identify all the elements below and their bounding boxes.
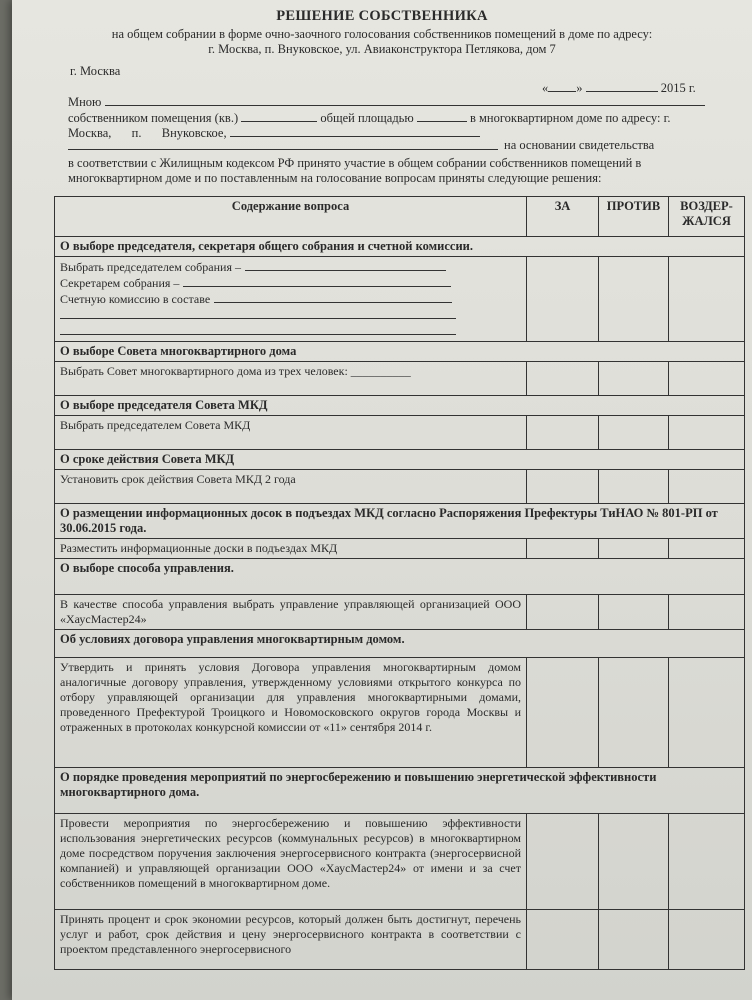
vote-against-cell[interactable] — [599, 362, 669, 396]
section-row — [55, 630, 745, 658]
section-row — [55, 237, 745, 257]
vote-against-cell[interactable] — [599, 910, 669, 970]
header-for: ЗА — [527, 197, 599, 237]
vote-against-cell[interactable] — [599, 539, 669, 559]
owner-label: собственником помещения (кв.) — [68, 111, 239, 125]
certificate-field[interactable] — [68, 138, 498, 150]
section-row — [55, 768, 745, 814]
question-text: Провести мероприятия по энергосбережению и повышению эффективности использования энергетических ресурсов (коммунальных ресурсов) в многоквартирном доме посредством поручения заключения энергосервисного контракта (энергосервисной компанией) и управляющей организации ООО «ХаусМастер24» от имени и за счет собственников помещений в многоквартирном доме. — [55, 814, 527, 910]
section-title: О выборе председателя Совета МКД — [55, 396, 745, 416]
header-question: Содержание вопроса — [55, 197, 527, 237]
fill-in-field[interactable] — [60, 307, 456, 319]
vote-for-cell[interactable] — [527, 814, 599, 910]
question-row — [55, 416, 745, 450]
question-line — [60, 259, 521, 275]
vote-for-cell[interactable] — [527, 362, 599, 396]
section-title: О порядке проведения мероприятий по энергосбережению и повышению энергетической эффективности многоквартирного дома. — [55, 768, 745, 814]
vote-for-cell[interactable] — [527, 658, 599, 768]
vote-against-cell[interactable] — [599, 257, 669, 342]
section-row — [55, 450, 745, 470]
question-row — [55, 539, 745, 559]
fill-in-field[interactable] — [60, 323, 456, 335]
question-row — [55, 362, 745, 396]
fill-in-field[interactable] — [245, 259, 446, 271]
basis-label: на основании свидетельства — [504, 138, 655, 152]
owner-name-field[interactable] — [105, 94, 705, 106]
ballot-table — [54, 196, 745, 970]
date-day-field[interactable] — [548, 80, 576, 92]
vote-against-cell[interactable] — [599, 658, 669, 768]
vote-abstain-cell[interactable] — [669, 658, 745, 768]
document-title: РЕШЕНИЕ СОБСТВЕННИКА — [276, 8, 488, 24]
vote-abstain-cell[interactable] — [669, 470, 745, 504]
vote-for-cell[interactable] — [527, 595, 599, 630]
question-line — [60, 323, 521, 339]
area-label: общей площадью — [320, 111, 414, 125]
header-abstain: ВОЗДЕР-ЖАЛСЯ — [669, 197, 745, 237]
header-against: ПРОТИВ — [599, 197, 669, 237]
vote-abstain-cell[interactable] — [669, 595, 745, 630]
section-title: О выборе председателя, секретаря общего собрания и счетной комиссии. — [55, 237, 745, 257]
address-settlement: Внуковское, — [161, 126, 227, 140]
question-line-label: Выбрать председателем собрания – — [60, 260, 241, 274]
question-text: Разместить информационные доски в подъездах МКД — [55, 539, 527, 559]
section-title: О выборе способа управления. — [55, 559, 745, 595]
question-row — [55, 658, 745, 768]
question-row — [55, 257, 745, 342]
vote-for-cell[interactable] — [527, 416, 599, 450]
question-line — [60, 291, 521, 307]
vote-against-cell[interactable] — [599, 814, 669, 910]
vote-against-cell[interactable] — [599, 470, 669, 504]
date-close-quote: » — [576, 81, 583, 95]
apartment-field[interactable] — [241, 110, 317, 122]
by-me-label: Мною — [68, 95, 102, 109]
address-field[interactable] — [230, 125, 480, 137]
document-subtitle: на общем собрании в форме очно-заочного голосования собственников помещений в доме по адресу: — [111, 27, 653, 41]
vote-against-cell[interactable] — [599, 416, 669, 450]
question-row — [55, 814, 745, 910]
vote-abstain-cell[interactable] — [669, 362, 745, 396]
vote-for-cell[interactable] — [527, 257, 599, 342]
address-settlement-prefix: п. — [131, 126, 142, 140]
section-row — [55, 342, 745, 362]
fill-in-field[interactable] — [183, 275, 451, 287]
section-row — [55, 396, 745, 416]
question-line — [60, 307, 521, 323]
vote-abstain-cell[interactable] — [669, 539, 745, 559]
question-text: В качестве способа управления выбрать управление управляющей организацией ООО «ХаусМастер24» — [55, 595, 527, 630]
question-row — [55, 910, 745, 970]
vote-abstain-cell[interactable] — [669, 910, 745, 970]
section-row — [55, 504, 745, 539]
vote-for-cell[interactable] — [527, 910, 599, 970]
vote-abstain-cell[interactable] — [669, 814, 745, 910]
question-line — [60, 275, 521, 291]
question-row — [55, 470, 745, 504]
question-text: Выбрать председателем Совета МКД — [55, 416, 527, 450]
area-field[interactable] — [417, 110, 467, 122]
question-row — [55, 595, 745, 630]
intro-by-me-line — [68, 94, 705, 110]
basis-field-line — [68, 138, 498, 154]
question-line-label: Секретарем собрания – — [60, 276, 180, 290]
ballot-header-row — [55, 197, 745, 237]
address-city: Москва, — [68, 126, 112, 140]
vote-abstain-cell[interactable] — [669, 257, 745, 342]
vote-abstain-cell[interactable] — [669, 416, 745, 450]
date-month-field[interactable] — [586, 80, 658, 92]
section-title: О сроке действия Совета МКД — [55, 450, 745, 470]
ballot-document — [12, 0, 752, 1000]
decision-paragraph: в соответствии с Жилищным кодексом РФ принято участие в общем собрании собственников помещений в многоквартирном доме и по поставленным на голосование вопросам приняты следующие решения: — [68, 156, 642, 185]
date-year: 2015 г. — [660, 81, 696, 95]
section-title: О выборе Совета многоквартирного дома — [55, 342, 745, 362]
document-address: г. Москва, п. Внуковское, ул. Авиаконструктора Петлякова, дом 7 — [208, 42, 556, 56]
vote-for-cell[interactable] — [527, 539, 599, 559]
section-title: О размещении информационных досок в подъездах МКД согласно Распоряжения Префектуры ТиНАО № 801-РП от 30.06.2015 года. — [55, 504, 745, 539]
vote-against-cell[interactable] — [599, 595, 669, 630]
date-open-quote: « — [542, 81, 549, 95]
question-line-label: Счетную комиссию в составе — [60, 292, 211, 306]
question-text — [55, 257, 527, 342]
fill-in-field[interactable] — [214, 291, 451, 303]
section-title: Об условиях договора управления многоквартирным домом. — [55, 630, 745, 658]
intro-owner-line — [68, 110, 670, 126]
city-label: г. Москва — [70, 64, 121, 78]
section-row — [55, 559, 745, 595]
question-text: Принять процент и срок экономии ресурсов, который должен быть достигнут, перечень услуг и работ, срок действия и цену энергосервисного контракта в соответствии с проектом представленного энергосервисного — [55, 910, 527, 970]
question-text: Установить срок действия Совета МКД 2 года — [55, 470, 527, 504]
question-text: Утвердить и принять условия Договора управления многоквартирным домом аналогичные договору управления, утвержденному условиями открытого конкурса по отбору управляющей организации для управления многоквартирными домами, проведенного Префектурой Троицкого и Новомосковского округов города Москвы и отраженных в протоколах конкурсной комиссии от «11» сентября 2014 г. — [55, 658, 527, 768]
question-text: Выбрать Совет многоквартирного дома из трех человек: __________ — [55, 362, 527, 396]
vote-for-cell[interactable] — [527, 470, 599, 504]
address-label: в многоквартирном доме по адресу: г. — [469, 111, 671, 125]
